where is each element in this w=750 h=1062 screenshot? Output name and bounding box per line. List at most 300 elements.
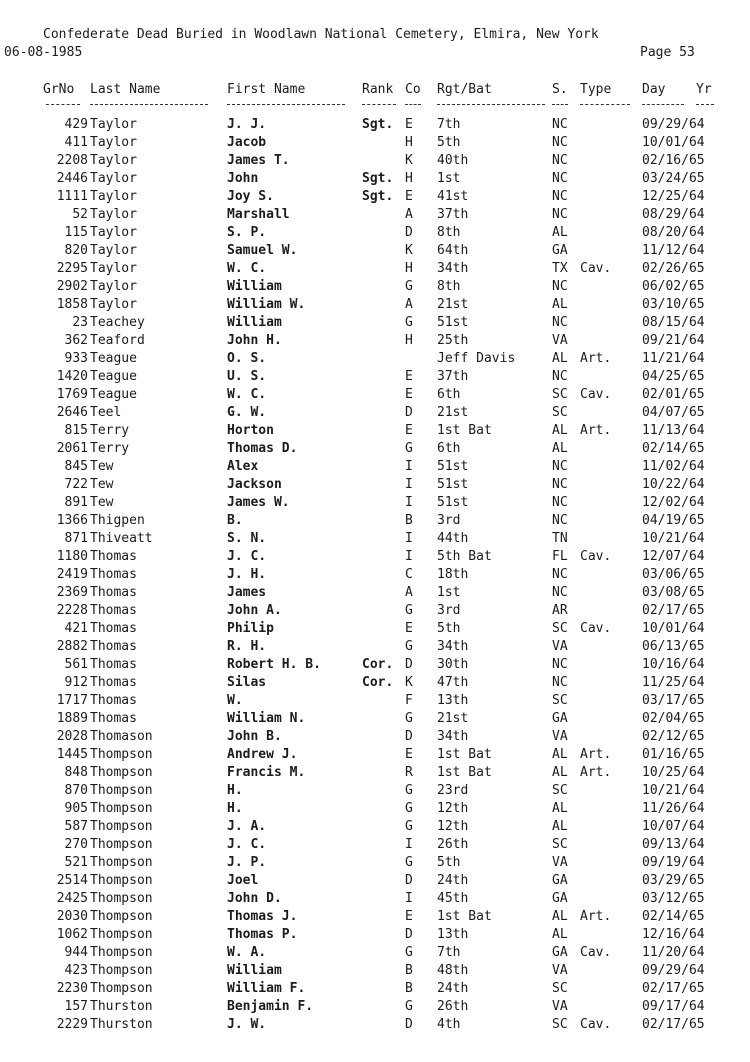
cell-grno: 2882: [56, 639, 88, 654]
cell-regiment: 37th: [437, 207, 469, 222]
cell-state: SC: [552, 405, 568, 420]
cell-company: G: [405, 315, 413, 330]
cell-grno: 871: [64, 531, 88, 546]
cell-first-name: William: [227, 963, 282, 978]
cell-grno: 845: [64, 459, 88, 474]
table-row: [0, 368, 750, 386]
cell-type: Art.: [580, 423, 612, 438]
cell-regiment: 37th: [437, 369, 469, 384]
cell-date: 12/16/64: [642, 927, 705, 942]
cell-regiment: 18th: [437, 567, 469, 582]
cell-first-name: Andrew J.: [227, 747, 298, 762]
cell-date: 02/04/65: [642, 711, 705, 726]
cell-type: Cav.: [580, 945, 612, 960]
cell-regiment: 12th: [437, 819, 469, 834]
cell-grno: 115: [64, 225, 88, 240]
cell-last-name: Taylor: [90, 261, 137, 276]
cell-date: 02/14/65: [642, 441, 705, 456]
cell-company: B: [405, 513, 413, 528]
cell-date: 09/17/64: [642, 999, 705, 1014]
cell-state: VA: [552, 963, 568, 978]
cell-first-name: J. H.: [227, 567, 267, 582]
cell-state: GA: [552, 243, 568, 258]
cell-type: Art.: [580, 765, 612, 780]
cell-last-name: Thurston: [90, 999, 153, 1014]
cell-type: Art.: [580, 909, 612, 924]
cell-grno: 2369: [56, 585, 88, 600]
cell-grno: 2229: [56, 1017, 88, 1032]
cell-company: K: [405, 243, 413, 258]
cell-last-name: Taylor: [90, 135, 137, 150]
table-row: [0, 422, 750, 440]
cell-grno: 2514: [56, 873, 88, 888]
cell-date: 10/01/64: [642, 135, 705, 150]
cell-state: SC: [552, 981, 568, 996]
cell-date: 03/06/65: [642, 567, 705, 582]
cell-regiment: 8th: [437, 279, 461, 294]
cell-company: D: [405, 657, 413, 672]
table-row: [0, 872, 750, 890]
cell-last-name: Teague: [90, 369, 137, 384]
cell-first-name: John: [227, 171, 259, 186]
cell-first-name: G. W.: [227, 405, 267, 420]
cell-type: Cav.: [580, 261, 612, 276]
cell-type: Art.: [580, 747, 612, 762]
table-row: [0, 224, 750, 242]
cell-grno: 933: [64, 351, 88, 366]
cell-company: R: [405, 765, 413, 780]
cell-date: 02/14/65: [642, 909, 705, 924]
table-row: [0, 152, 750, 170]
cell-state: NC: [552, 657, 568, 672]
cell-grno: 2028: [56, 729, 88, 744]
cell-date: 12/02/64: [642, 495, 705, 510]
table-row: [0, 116, 750, 134]
cell-grno: 2902: [56, 279, 88, 294]
cell-last-name: Teague: [90, 351, 137, 366]
cell-company: G: [405, 801, 413, 816]
cell-state: GA: [552, 891, 568, 906]
table-row: [0, 242, 750, 260]
cell-regiment: 5th Bat: [437, 549, 492, 564]
cell-last-name: Thomason: [90, 729, 153, 744]
table-row: [0, 440, 750, 458]
table-row: [0, 890, 750, 908]
cell-date: 03/24/65: [642, 171, 705, 186]
cell-last-name: Thompson: [90, 819, 153, 834]
table-row: [0, 278, 750, 296]
cell-regiment: 30th: [437, 657, 469, 672]
cell-date: 01/16/65: [642, 747, 705, 762]
cell-state: VA: [552, 855, 568, 870]
cell-state: NC: [552, 513, 568, 528]
cell-company: G: [405, 819, 413, 834]
cell-date: 02/12/65: [642, 729, 705, 744]
cell-first-name: Philip: [227, 621, 274, 636]
cell-regiment: 1st Bat: [437, 747, 492, 762]
table-row: [0, 566, 750, 584]
cell-first-name: U. S.: [227, 369, 267, 384]
cell-last-name: Thomas: [90, 675, 137, 690]
cell-state: NC: [552, 495, 568, 510]
cell-last-name: Thomas: [90, 639, 137, 654]
cell-last-name: Taylor: [90, 207, 137, 222]
cell-date: 10/21/64: [642, 783, 705, 798]
cell-regiment: 1st Bat: [437, 765, 492, 780]
cell-state: FL: [552, 549, 568, 564]
cell-company: D: [405, 729, 413, 744]
cell-first-name: Thomas P.: [227, 927, 298, 942]
cell-regiment: 21st: [437, 297, 469, 312]
cell-regiment: Jeff Davis: [437, 351, 516, 366]
cell-first-name: Silas: [227, 675, 267, 690]
cell-regiment: 24th: [437, 873, 469, 888]
cell-regiment: 48th: [437, 963, 469, 978]
table-row: [0, 134, 750, 152]
cell-date: 10/01/64: [642, 621, 705, 636]
cell-last-name: Tew: [90, 477, 114, 492]
cell-last-name: Thompson: [90, 747, 153, 762]
cell-date: 11/25/64: [642, 675, 705, 690]
cell-state: NC: [552, 171, 568, 186]
col-last-name: Last Name: [90, 82, 161, 97]
cell-regiment: 34th: [437, 639, 469, 654]
cell-grno: 2419: [56, 567, 88, 582]
cell-date: 03/10/65: [642, 297, 705, 312]
cell-state: AL: [552, 351, 568, 366]
cell-regiment: 45th: [437, 891, 469, 906]
column-header-row: [0, 81, 750, 99]
cell-state: NC: [552, 117, 568, 132]
cell-company: A: [405, 585, 413, 600]
cell-company: I: [405, 495, 413, 510]
cell-date: 03/29/65: [642, 873, 705, 888]
table-row: [0, 908, 750, 926]
cell-first-name: J. W.: [227, 1017, 267, 1032]
cell-date: 08/20/64: [642, 225, 705, 240]
cell-date: 11/02/64: [642, 459, 705, 474]
cell-grno: 870: [64, 783, 88, 798]
cell-date: 08/29/64: [642, 207, 705, 222]
cell-company: G: [405, 945, 413, 960]
cell-type: Art.: [580, 351, 612, 366]
cell-company: K: [405, 153, 413, 168]
cell-first-name: John H.: [227, 333, 282, 348]
table-row: [0, 260, 750, 278]
cell-last-name: Thompson: [90, 837, 153, 852]
cell-company: G: [405, 279, 413, 294]
cell-grno: 1769: [56, 387, 88, 402]
cell-company: H: [405, 171, 413, 186]
cell-last-name: Thompson: [90, 765, 153, 780]
cell-company: E: [405, 117, 413, 132]
cell-date: 11/12/64: [642, 243, 705, 258]
cell-first-name: Benjamin F.: [227, 999, 314, 1014]
cell-grno: 23: [72, 315, 88, 330]
cell-state: VA: [552, 333, 568, 348]
cell-grno: 912: [64, 675, 88, 690]
cell-first-name: Robert H. B.: [227, 657, 321, 672]
cell-last-name: Thompson: [90, 909, 153, 924]
cell-company: H: [405, 261, 413, 276]
cell-date: 02/17/65: [642, 1017, 705, 1032]
cell-date: 08/15/64: [642, 315, 705, 330]
cell-last-name: Thompson: [90, 801, 153, 816]
cell-first-name: B.: [227, 513, 243, 528]
cell-grno: 1366: [56, 513, 88, 528]
cell-regiment: 13th: [437, 693, 469, 708]
cell-grno: 157: [64, 999, 88, 1014]
cell-date: 09/21/64: [642, 333, 705, 348]
cell-state: TX: [552, 261, 568, 276]
cell-first-name: H.: [227, 783, 243, 798]
cell-grno: 891: [64, 495, 88, 510]
table-row: [0, 404, 750, 422]
cell-grno: 1180: [56, 549, 88, 564]
cell-regiment: 23rd: [437, 783, 469, 798]
cell-first-name: S. N.: [227, 531, 267, 546]
cell-first-name: Jackson: [227, 477, 282, 492]
cell-first-name: John A.: [227, 603, 282, 618]
cell-company: I: [405, 891, 413, 906]
cell-date: 11/13/64: [642, 423, 705, 438]
cell-state: VA: [552, 639, 568, 654]
col-regiment: Rgt/Bat: [437, 82, 492, 97]
cell-regiment: 41st: [437, 189, 469, 204]
cell-regiment: 26th: [437, 837, 469, 852]
cell-state: SC: [552, 621, 568, 636]
table-row: [0, 710, 750, 728]
cell-date: 11/21/64: [642, 351, 705, 366]
burial-table: [0, 116, 750, 1034]
cell-company: D: [405, 225, 413, 240]
cell-regiment: 51st: [437, 477, 469, 492]
table-row: [0, 782, 750, 800]
cell-regiment: 24th: [437, 981, 469, 996]
cell-regiment: 21st: [437, 405, 469, 420]
cell-last-name: Thompson: [90, 927, 153, 942]
cell-date: 10/21/64: [642, 531, 705, 546]
cell-first-name: John D.: [227, 891, 282, 906]
cell-company: E: [405, 747, 413, 762]
cell-grno: 423: [64, 963, 88, 978]
cell-regiment: 51st: [437, 315, 469, 330]
cell-regiment: 3rd: [437, 513, 461, 528]
cell-first-name: W. C.: [227, 387, 267, 402]
cell-date: 11/26/64: [642, 801, 705, 816]
table-row: [0, 350, 750, 368]
cell-company: I: [405, 837, 413, 852]
document-title: Confederate Dead Buried in Woodlawn National Cemetery, Elmira, New York: [43, 27, 599, 42]
cell-regiment: 5th: [437, 855, 461, 870]
cell-regiment: 5th: [437, 621, 461, 636]
cell-regiment: 26th: [437, 999, 469, 1014]
cell-company: E: [405, 369, 413, 384]
cell-state: NC: [552, 459, 568, 474]
cell-company: G: [405, 603, 413, 618]
cell-grno: 905: [64, 801, 88, 816]
cell-first-name: S. P.: [227, 225, 267, 240]
table-row: [0, 494, 750, 512]
cell-company: I: [405, 477, 413, 492]
col-state: S.: [552, 82, 568, 97]
cell-first-name: William W.: [227, 297, 306, 312]
cell-regiment: 21st: [437, 711, 469, 726]
cell-last-name: Thompson: [90, 783, 153, 798]
col-first-name: First Name: [227, 82, 306, 97]
cell-company: D: [405, 405, 413, 420]
cell-state: SC: [552, 837, 568, 852]
cell-first-name: Thomas J.: [227, 909, 298, 924]
cell-last-name: Thigpen: [90, 513, 145, 528]
cell-state: AL: [552, 747, 568, 762]
cell-first-name: William: [227, 315, 282, 330]
cell-state: SC: [552, 693, 568, 708]
cell-state: AL: [552, 297, 568, 312]
cell-regiment: 13th: [437, 927, 469, 942]
cell-state: AL: [552, 423, 568, 438]
cell-date: 06/13/65: [642, 639, 705, 654]
cell-state: NC: [552, 189, 568, 204]
cell-grno: 722: [64, 477, 88, 492]
cell-grno: 2030: [56, 909, 88, 924]
cell-last-name: Taylor: [90, 279, 137, 294]
cell-state: NC: [552, 477, 568, 492]
cell-state: NC: [552, 369, 568, 384]
cell-date: 12/25/64: [642, 189, 705, 204]
cell-regiment: 4th: [437, 1017, 461, 1032]
cell-last-name: Thiveatt: [90, 531, 153, 546]
cell-grno: 1889: [56, 711, 88, 726]
cell-state: AL: [552, 441, 568, 456]
table-row: [0, 602, 750, 620]
table-row: [0, 998, 750, 1016]
cell-regiment: 64th: [437, 243, 469, 258]
table-row: [0, 692, 750, 710]
cell-state: VA: [552, 999, 568, 1014]
header-divider: [0, 99, 750, 109]
table-row: [0, 854, 750, 872]
cell-last-name: Thomas: [90, 585, 137, 600]
cell-last-name: Thomas: [90, 711, 137, 726]
cell-rank: Sgt.: [362, 117, 394, 132]
cell-last-name: Thompson: [90, 855, 153, 870]
cell-type: Cav.: [580, 1017, 612, 1032]
table-row: [0, 530, 750, 548]
cell-state: AL: [552, 801, 568, 816]
cell-grno: 815: [64, 423, 88, 438]
cell-regiment: 47th: [437, 675, 469, 690]
cell-date: 02/26/65: [642, 261, 705, 276]
cell-regiment: 51st: [437, 459, 469, 474]
cell-first-name: Joel: [227, 873, 259, 888]
cell-first-name: William N.: [227, 711, 306, 726]
cell-state: NC: [552, 675, 568, 690]
cell-regiment: 6th: [437, 387, 461, 402]
cell-first-name: Jacob: [227, 135, 267, 150]
cell-company: D: [405, 873, 413, 888]
cell-first-name: William F.: [227, 981, 306, 996]
table-row: [0, 980, 750, 998]
cell-company: A: [405, 207, 413, 222]
cell-grno: 362: [64, 333, 88, 348]
cell-date: 10/16/64: [642, 657, 705, 672]
cell-regiment: 44th: [437, 531, 469, 546]
cell-state: AL: [552, 909, 568, 924]
cell-first-name: J. C.: [227, 837, 267, 852]
cell-last-name: Thurston: [90, 1017, 153, 1032]
table-row: [0, 656, 750, 674]
table-row: [0, 926, 750, 944]
cell-date: 11/20/64: [642, 945, 705, 960]
cell-last-name: Thomas: [90, 549, 137, 564]
col-year: Yr: [696, 82, 712, 97]
cell-company: B: [405, 981, 413, 996]
cell-first-name: James T.: [227, 153, 290, 168]
cell-first-name: Francis M.: [227, 765, 306, 780]
cell-grno: 2208: [56, 153, 88, 168]
cell-last-name: Tew: [90, 459, 114, 474]
cell-company: G: [405, 441, 413, 456]
cell-company: H: [405, 135, 413, 150]
cell-last-name: Taylor: [90, 297, 137, 312]
cell-company: E: [405, 423, 413, 438]
cell-state: AL: [552, 765, 568, 780]
table-row: [0, 962, 750, 980]
cell-date: 04/25/65: [642, 369, 705, 384]
cell-regiment: 5th: [437, 135, 461, 150]
document-date: 06-08-1985: [4, 45, 83, 60]
cell-rank: Cor.: [362, 657, 394, 672]
cell-state: NC: [552, 315, 568, 330]
cell-company: E: [405, 189, 413, 204]
cell-date: 10/25/64: [642, 765, 705, 780]
cell-company: E: [405, 387, 413, 402]
cell-regiment: 8th: [437, 225, 461, 240]
cell-last-name: Taylor: [90, 225, 137, 240]
cell-date: 04/07/65: [642, 405, 705, 420]
col-type: Type: [580, 82, 612, 97]
cell-last-name: Tew: [90, 495, 114, 510]
cell-regiment: 1st: [437, 171, 461, 186]
cell-state: SC: [552, 1017, 568, 1032]
cell-state: AR: [552, 603, 568, 618]
page-number: Page 53: [640, 45, 695, 60]
cell-grno: 2425: [56, 891, 88, 906]
cell-first-name: J. J.: [227, 117, 267, 132]
cell-grno: 1420: [56, 369, 88, 384]
cell-regiment: 7th: [437, 117, 461, 132]
cell-last-name: Terry: [90, 423, 130, 438]
cell-company: K: [405, 675, 413, 690]
cell-state: NC: [552, 279, 568, 294]
cell-state: GA: [552, 945, 568, 960]
cell-last-name: Thompson: [90, 981, 153, 996]
cell-last-name: Taylor: [90, 243, 137, 258]
cell-last-name: Taylor: [90, 171, 137, 186]
cell-grno: 421: [64, 621, 88, 636]
table-row: [0, 620, 750, 638]
cell-company: I: [405, 531, 413, 546]
cell-date: 09/29/64: [642, 963, 705, 978]
cell-state: NC: [552, 135, 568, 150]
cell-date: 02/17/65: [642, 981, 705, 996]
cell-last-name: Thomas: [90, 567, 137, 582]
cell-date: 02/17/65: [642, 603, 705, 618]
cell-date: 06/02/65: [642, 279, 705, 294]
cell-company: I: [405, 549, 413, 564]
cell-grno: 587: [64, 819, 88, 834]
